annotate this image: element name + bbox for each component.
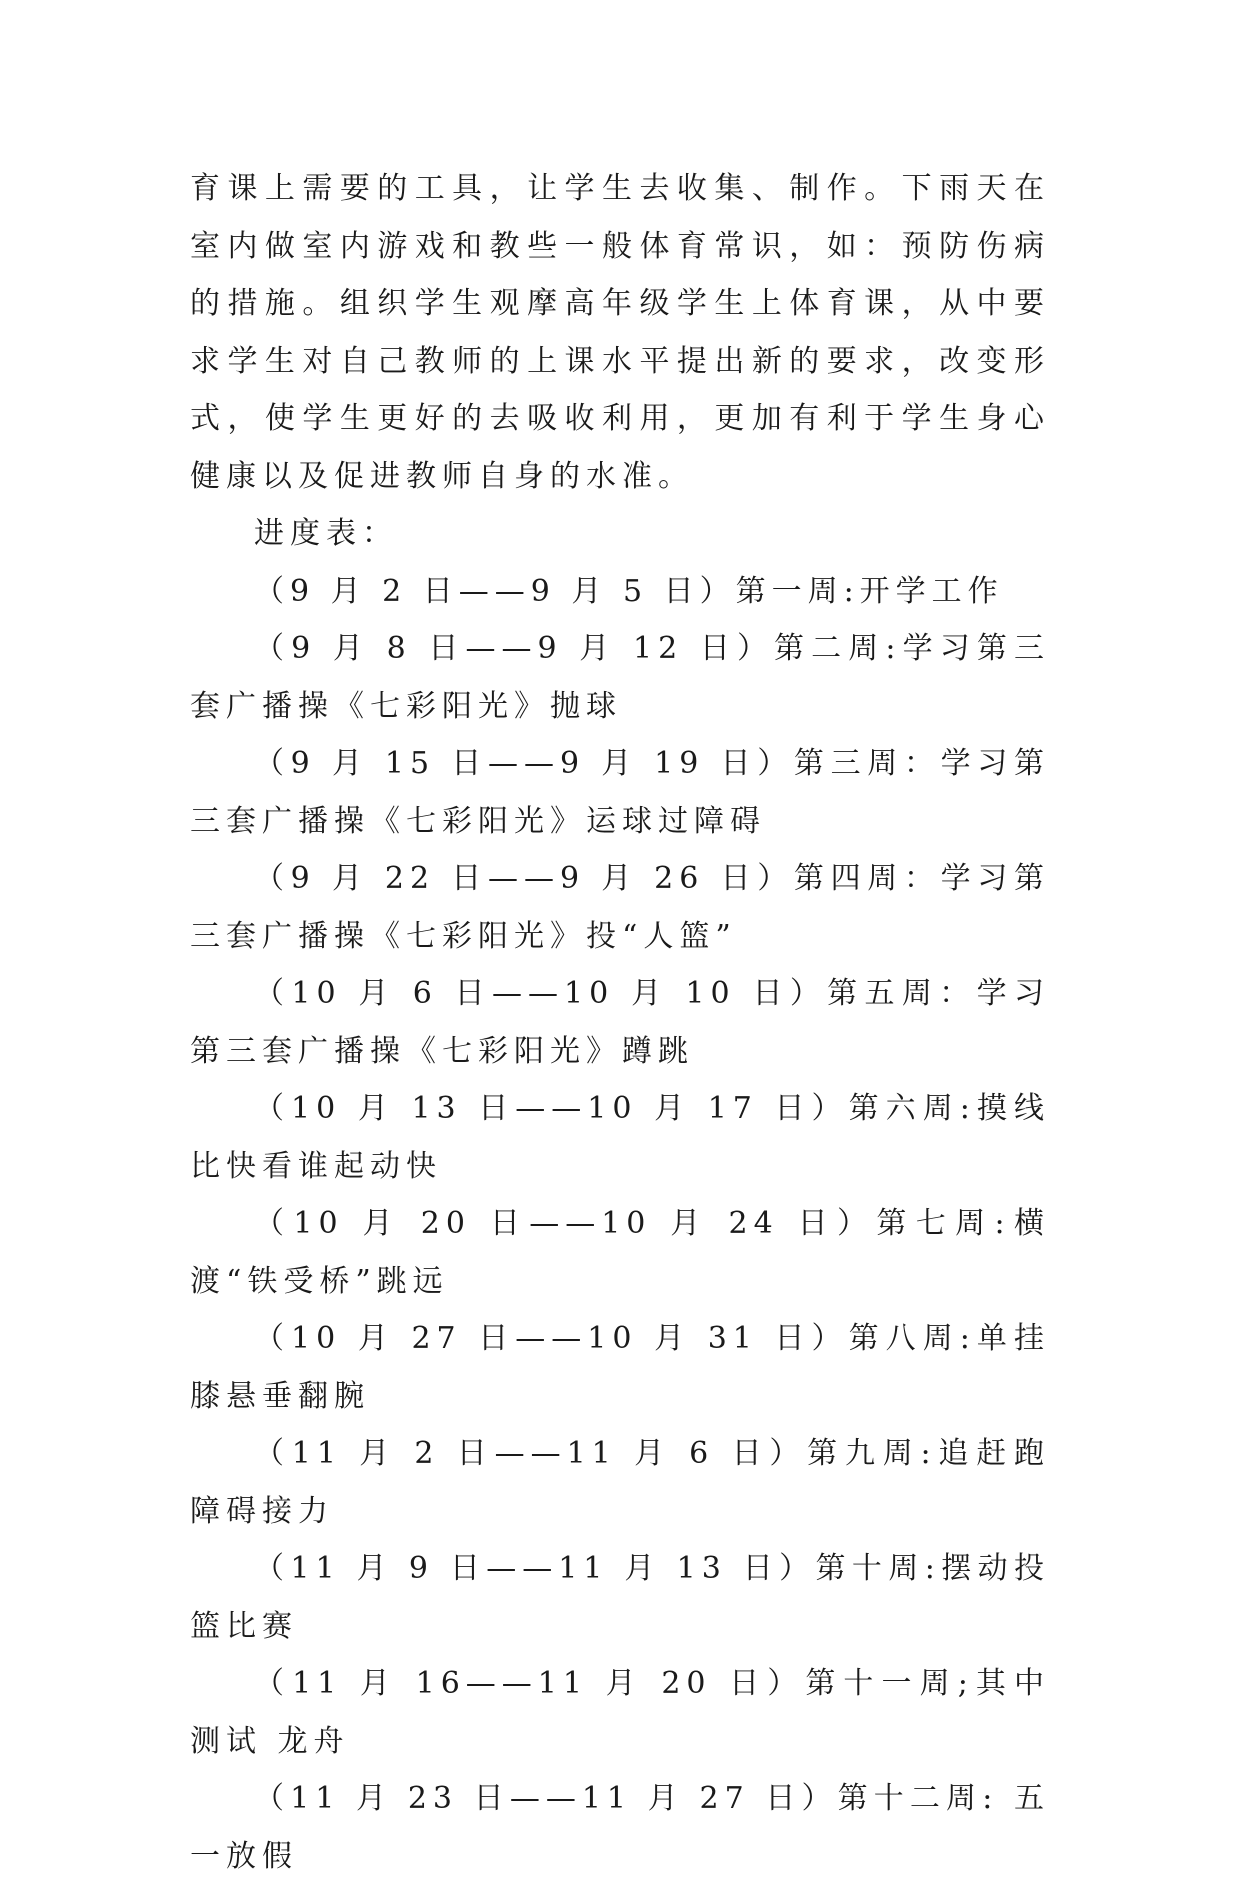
schedule-item-week-9: （11 月 2 日——11 月 6 日）第九周:追赶跑障碍接力 [190, 1436, 1050, 1529]
schedule-item-week-5: （10 月 6 日——10 月 10 日）第五周：学习第三套广播操《七彩阳光》蹲跳 [190, 976, 1050, 1069]
schedule-item-week-11: （11 月 16——11 月 20 日）第十一周;其中测试 龙舟 [190, 1666, 1050, 1759]
schedule-item-week-4: （9 月 22 日——9 月 26 日）第四周：学习第三套广播操《七彩阳光》投“人篮” [190, 861, 1050, 954]
schedule-item-week-3: （9 月 15 日——9 月 19 日）第三周：学习第三套广播操《七彩阳光》运球过障碍 [190, 746, 1050, 839]
schedule-item-week-10: （11 月 9 日——11 月 13 日）第十周:摆动投篮比赛 [190, 1551, 1050, 1644]
schedule-item-week-8: （10 月 27 日——10 月 31 日）第八周:单挂膝悬垂翻腕 [190, 1321, 1050, 1414]
schedule-heading: 进度表： [254, 516, 398, 551]
schedule-item-week-2: （9 月 8 日——9 月 12 日）第二周:学习第三套广播操《七彩阳光》抛球 [190, 631, 1050, 724]
intro-paragraph: 育课上需要的工具，让学生去收集、制作。下雨天在室内做室内游戏和教些一般体育常识，如：预防伤病的措施。组织学生观摩高年级学生上体育课，从中要求学生对自己教师的上课水平提出新的要求，改变形式，使学生更好的去吸收利用，更加有利于学生身心健康以及促进教师自身的水准。 [190, 171, 1050, 494]
schedule-item-week-1: （9 月 2 日——9 月 5 日）第一周:开学工作 [254, 573, 1004, 609]
schedule-item-week-12: （11 月 23 日——11 月 27 日）第十二周: 五一放假 [190, 1781, 1050, 1874]
document-body [190, 160, 1050, 1885]
schedule-item-week-6: （10 月 13 日——10 月 17 日）第六周:摸线比快看谁起动快 [190, 1091, 1050, 1184]
schedule-item-week-7: （10 月 20 日——10 月 24 日）第七周:横渡“铁受桥”跳远 [190, 1206, 1050, 1299]
